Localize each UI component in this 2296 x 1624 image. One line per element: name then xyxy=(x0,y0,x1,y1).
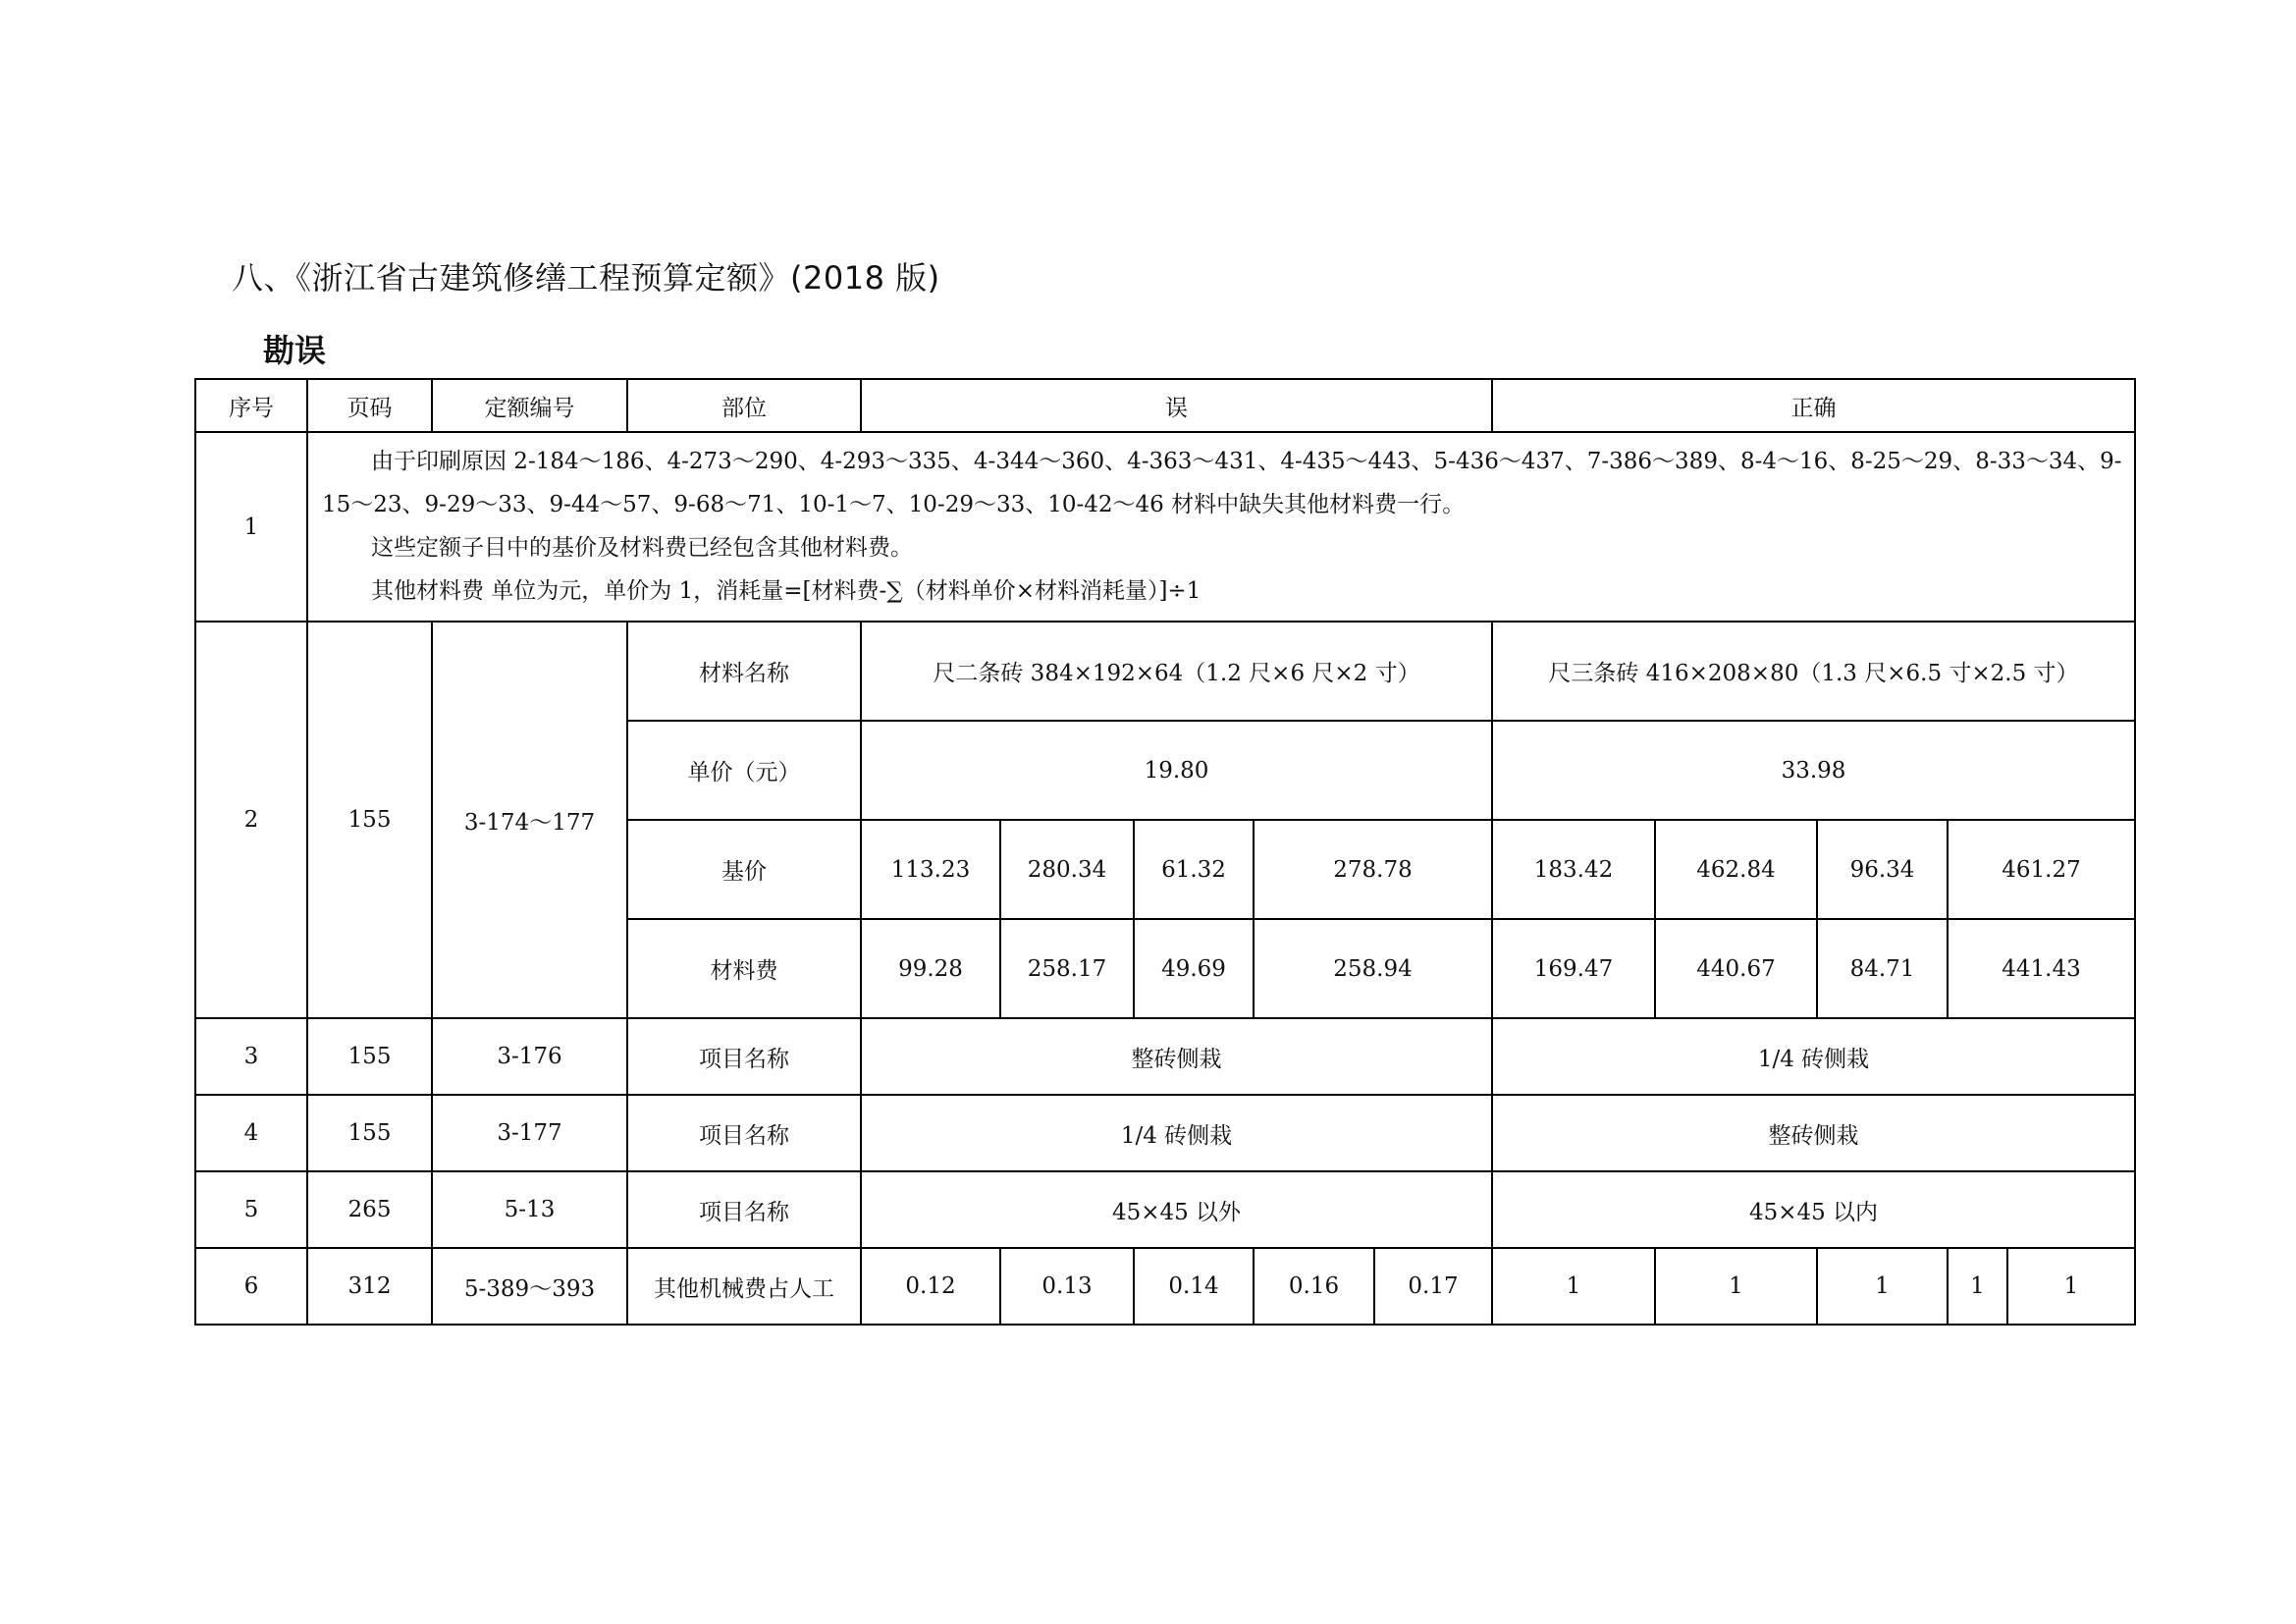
row4-seq: 4 xyxy=(195,1095,307,1171)
matfee-wrong-cell: 99.28 xyxy=(861,919,1000,1018)
matfee-wrong-cell: 258.94 xyxy=(1254,919,1492,1018)
row6-wrong-cell: 0.16 xyxy=(1254,1248,1374,1325)
row5-page: 265 xyxy=(307,1171,432,1248)
matfee-right-cell: 84.71 xyxy=(1817,919,1948,1018)
row6-wrong-cell: 0.17 xyxy=(1374,1248,1492,1325)
row6-right-cell: 1 xyxy=(1492,1248,1655,1325)
base-right-cell: 183.42 xyxy=(1492,820,1655,919)
header-wrong: 误 xyxy=(861,379,1492,432)
row2-price-right: 33.98 xyxy=(1492,721,2135,820)
base-right-cell: 462.84 xyxy=(1655,820,1817,919)
row5-right: 45×45 以内 xyxy=(1492,1171,2135,1248)
matfee-wrong-cell: 49.69 xyxy=(1134,919,1254,1018)
row2-code: 3-174～177 xyxy=(432,622,627,1018)
row2-page: 155 xyxy=(307,622,432,1018)
row3-wrong: 整砖侧栽 xyxy=(861,1018,1492,1095)
header-row xyxy=(195,379,2135,432)
row2-price-label: 单价（元） xyxy=(627,721,861,820)
base-right-cell: 96.34 xyxy=(1817,820,1948,919)
row3-right: 1/4 砖侧栽 xyxy=(1492,1018,2135,1095)
base-wrong-cell: 61.32 xyxy=(1134,820,1254,919)
matfee-right-cell: 169.47 xyxy=(1492,919,1655,1018)
table-row xyxy=(195,622,2135,721)
row1-seq: 1 xyxy=(195,432,307,622)
row6-page: 312 xyxy=(307,1248,432,1325)
row6-right-cell: 1 xyxy=(2007,1248,2135,1325)
table-row xyxy=(195,1018,2135,1095)
row2-material-wrong: 尺二条砖 384×192×64（1.2 尺×6 尺×2 寸） xyxy=(861,622,1492,721)
row5-code: 5-13 xyxy=(432,1171,627,1248)
row6-seq: 6 xyxy=(195,1248,307,1325)
row6-code: 5-389～393 xyxy=(432,1248,627,1325)
errata-table xyxy=(194,378,2136,1326)
row2-material-right: 尺三条砖 416×208×80（1.3 尺×6.5 寸×2.5 寸） xyxy=(1492,622,2135,721)
row6-wrong-cell: 0.12 xyxy=(861,1248,1000,1325)
note-paragraph: 这些定额子目中的基价及材料费已经包含其他材料费。 xyxy=(371,534,913,561)
matfee-wrong-cell: 258.17 xyxy=(1000,919,1134,1018)
table-row xyxy=(195,1248,2135,1325)
row6-part: 其他机械费占人工 xyxy=(627,1248,861,1325)
header-part: 部位 xyxy=(627,379,861,432)
row2-price-wrong: 19.80 xyxy=(861,721,1492,820)
row2-material-label: 材料名称 xyxy=(627,622,861,721)
row6-right-cell: 1 xyxy=(1817,1248,1948,1325)
row4-code: 3-177 xyxy=(432,1095,627,1171)
errata-title: 勘误 xyxy=(263,332,327,369)
row1-note xyxy=(307,432,2135,622)
section-heading: 八、《浙江省古建筑修缮工程预算定额》(2018 版) xyxy=(232,259,940,297)
matfee-right-cell: 440.67 xyxy=(1655,919,1817,1018)
row5-part: 项目名称 xyxy=(627,1171,861,1248)
base-right-cell: 461.27 xyxy=(1948,820,2135,919)
row2-base-label: 基价 xyxy=(627,820,861,919)
base-wrong-cell: 113.23 xyxy=(861,820,1000,919)
row5-seq: 5 xyxy=(195,1171,307,1248)
row6-wrong-cell: 0.13 xyxy=(1000,1248,1134,1325)
row4-page: 155 xyxy=(307,1095,432,1171)
row6-right-cell: 1 xyxy=(1948,1248,2007,1325)
row6-wrong-cell: 0.14 xyxy=(1134,1248,1254,1325)
row5-wrong: 45×45 以外 xyxy=(861,1171,1492,1248)
row6-right-cell: 1 xyxy=(1655,1248,1817,1325)
row3-part: 项目名称 xyxy=(627,1018,861,1095)
header-seq: 序号 xyxy=(195,379,307,432)
base-wrong-cell: 280.34 xyxy=(1000,820,1134,919)
row3-page: 155 xyxy=(307,1018,432,1095)
row4-right: 整砖侧栽 xyxy=(1492,1095,2135,1171)
header-correct: 正确 xyxy=(1492,379,2135,432)
table-row xyxy=(195,1095,2135,1171)
note-paragraph: 由于印刷原因 2-184～186、4-273～290、4-293～335、4-344～360、4-363～431、4-435～443、5-436～437、7-386～389、8-4～16、8-25～29、8-33～34、9-15～23、9-29～33、9-44～57、9-68～71、10-1～7、10-29～33、10-42～46 材料中缺失其他材料费一行。 xyxy=(322,448,2122,517)
base-wrong-cell: 278.78 xyxy=(1254,820,1492,919)
row4-part: 项目名称 xyxy=(627,1095,861,1171)
table-row xyxy=(195,432,2135,622)
row2-matfee-label: 材料费 xyxy=(627,919,861,1018)
header-page: 页码 xyxy=(307,379,432,432)
table-row xyxy=(195,1171,2135,1248)
row2-seq: 2 xyxy=(195,622,307,1018)
row4-wrong: 1/4 砖侧栽 xyxy=(861,1095,1492,1171)
note-paragraph: 其他材料费 单位为元，单价为 1，消耗量=[材料费-∑（材料单价×材料消耗量）]÷1 xyxy=(371,577,1201,604)
header-code: 定额编号 xyxy=(432,379,627,432)
matfee-right-cell: 441.43 xyxy=(1948,919,2135,1018)
row3-code: 3-176 xyxy=(432,1018,627,1095)
row3-seq: 3 xyxy=(195,1018,307,1095)
